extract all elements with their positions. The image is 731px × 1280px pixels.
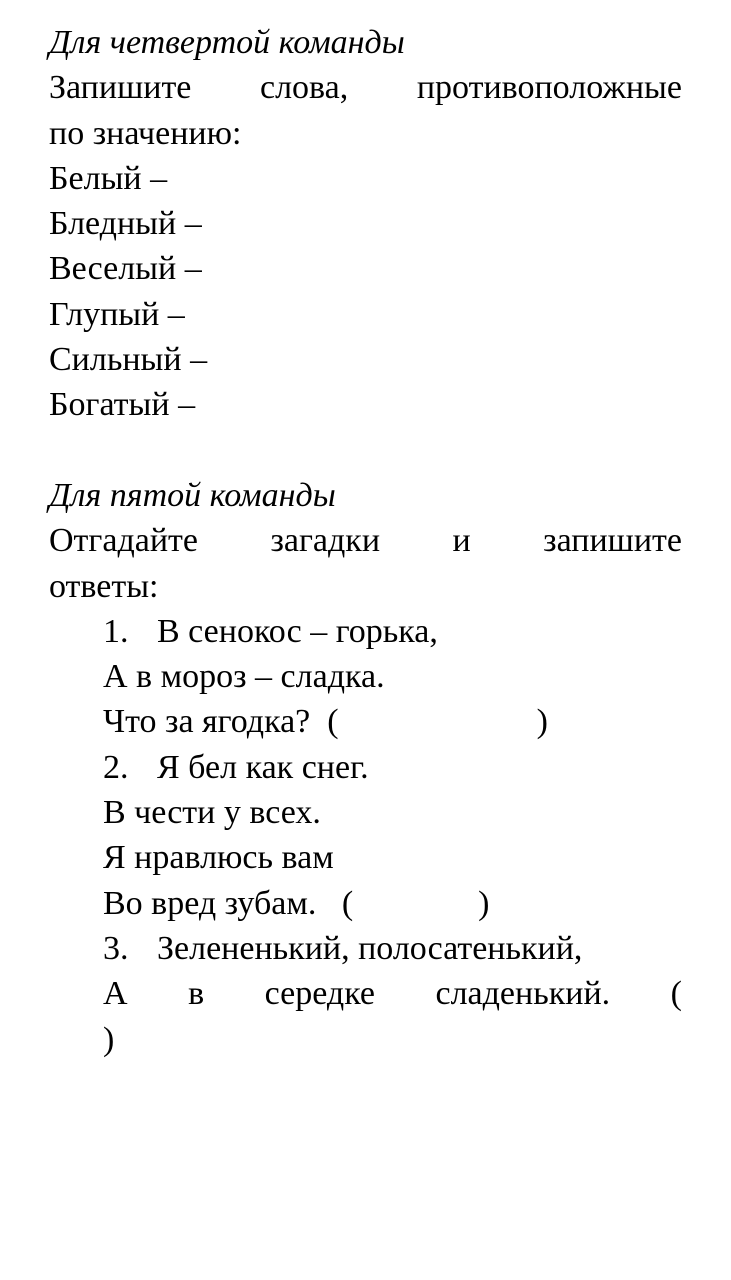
team5-heading: Для пятой команды [49,476,336,514]
instruction-word: и [452,522,471,560]
riddle-text: Что за ягодка? ( [103,703,339,741]
word-item: Глупый – [49,295,185,333]
riddle-1-line3 [49,699,682,744]
riddle-3-line1 [49,926,682,971]
riddle-word: сладенький. [435,975,611,1013]
team4-instruction-line1 [49,65,682,110]
riddle-number: 3. [103,929,129,967]
riddle-1-line2: А в мороз – сладка. [103,658,385,696]
riddle-2-line1 [49,745,682,790]
riddle-word: середке [264,975,375,1013]
team5-instruction-line1 [49,518,682,563]
answer-open-paren: ( [670,975,682,1013]
team4-instruction-line2: по значению: [49,114,242,152]
riddle-number: 1. [103,612,129,650]
riddle-1-line1 [49,609,682,654]
answer-close-paren: ) [478,884,490,922]
riddle-word: А [103,975,128,1013]
document-page [49,20,682,1062]
word-item: Бледный – [49,205,202,243]
riddle-3-line3: ) [103,1020,115,1058]
instruction-word: Отгадайте [49,522,198,560]
section-spacer [49,428,682,473]
riddle-text: Зелененький, полосатенький, [157,929,583,967]
riddle-2-line3: Я нравлюсь вам [103,839,334,877]
team5-instruction-line2: ответы: [49,567,159,605]
instruction-word: слова, [260,69,349,107]
answer-close-paren: ) [536,703,548,741]
word-item: Богатый – [49,386,196,424]
instruction-word: Запишите [49,69,192,107]
word-item: Белый – [49,159,168,197]
word-item: Сильный – [49,341,208,379]
instruction-word: загадки [270,522,381,560]
riddle-2-line4 [49,881,682,926]
instruction-word: запишите [543,522,682,560]
team4-heading: Для четвертой команды [49,24,405,61]
riddle-word: в [188,975,205,1013]
riddle-number: 2. [103,748,129,786]
riddle-text: Во вред зубам. ( [103,884,354,922]
riddle-text: Я бел как снег. [157,748,369,786]
riddle-text: В сенокос – горька, [157,612,438,650]
instruction-word: противоположные [416,69,682,107]
word-item: Веселый – [49,250,202,288]
riddle-3-line2 [49,971,682,1016]
riddle-2-line2: В чести у всех. [103,794,321,832]
